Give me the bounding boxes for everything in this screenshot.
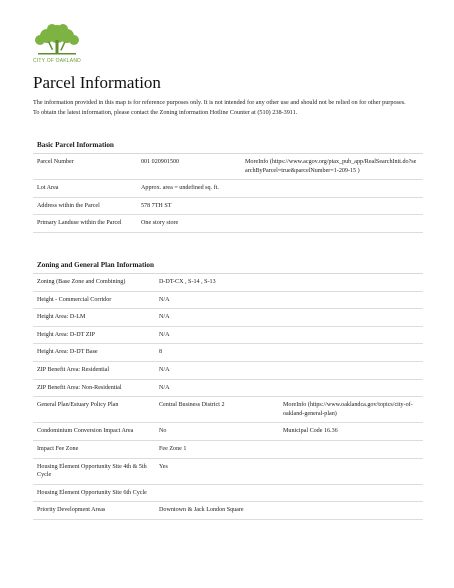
row-value: N/A (155, 361, 279, 379)
row-value: One story store (137, 215, 423, 233)
basic-parcel-section (33, 136, 423, 233)
row-value: 8 (155, 344, 279, 362)
row-extra (279, 458, 423, 484)
row-label: Lot Area (33, 180, 137, 198)
page-title: Parcel Information (33, 73, 161, 92)
table-row (33, 326, 423, 344)
table-row (33, 379, 423, 397)
table-row (33, 502, 423, 520)
zoning-section (33, 256, 423, 520)
row-extra (279, 309, 423, 327)
row-value: N/A (155, 291, 279, 309)
row-extra (279, 344, 423, 362)
row-value: Fee Zone 1 (155, 440, 279, 458)
row-value: Approx. area = undefined sq. ft. (137, 180, 423, 198)
row-label: Primary Landuse within the Parcel (33, 215, 137, 233)
row-extra (279, 484, 423, 502)
table-row (33, 154, 423, 180)
table-row (33, 274, 423, 291)
table-row (33, 440, 423, 458)
row-value: No (155, 423, 279, 441)
row-label: Height Area: D-DT ZIP (33, 326, 155, 344)
table-row (33, 397, 423, 423)
row-label: ZIP Benefit Area: Non-Residential (33, 379, 155, 397)
more-info-link[interactable]: MoreInfo (https://www.acgov.org/ptax_pub_app/RealSearchInit.do?searchByParcel=true&parcelNumber=1-209-15 ) (241, 154, 423, 180)
zoning-table (33, 274, 423, 520)
intro-disclaimer: The information provided in this map is for reference purposes only. It is not intended for any other use and should not be relied on for other purposes. (33, 99, 406, 106)
row-value (155, 484, 279, 502)
row-label: Impact Fee Zone (33, 440, 155, 458)
row-value: N/A (155, 379, 279, 397)
row-extra (279, 379, 423, 397)
city-of-oakland-logo (28, 22, 86, 66)
logo-text: CITY OF OAKLAND (33, 58, 81, 64)
row-value: 578 7TH ST (137, 197, 423, 215)
row-extra (279, 440, 423, 458)
row-value: N/A (155, 326, 279, 344)
row-extra (279, 502, 423, 520)
table-row (33, 361, 423, 379)
table-row (33, 423, 423, 441)
row-extra (279, 361, 423, 379)
row-label: Housing Element Opportunity Site 6th Cycle (33, 484, 155, 502)
row-value: N/A (155, 309, 279, 327)
row-value: Downtown & Jack London Square (155, 502, 279, 520)
row-label: Housing Element Opportunity Site 4th & 5th Cycle (33, 458, 155, 484)
row-label: Parcel Number (33, 154, 137, 180)
row-label: Height Area: D-DT Base (33, 344, 155, 362)
oak-tree-icon (28, 22, 86, 58)
row-extra (279, 274, 423, 291)
more-info-link[interactable]: MoreInfo (https://www.oaklandca.gov/topics/city-of-oakland-general-plan) (279, 397, 423, 423)
row-extra (279, 326, 423, 344)
table-row (33, 215, 423, 233)
row-value: Yes (155, 458, 279, 484)
table-row (33, 458, 423, 484)
table-row (33, 197, 423, 215)
row-label: Height Area: D-LM (33, 309, 155, 327)
row-value: Central Business District 2 (155, 397, 279, 423)
table-row (33, 291, 423, 309)
row-label: General Plan/Estuary Policy Plan (33, 397, 155, 423)
section-heading: Zoning and General Plan Information (33, 256, 423, 274)
table-row (33, 180, 423, 198)
table-row (33, 484, 423, 502)
row-label: Address within the Parcel (33, 197, 137, 215)
table-row (33, 344, 423, 362)
basic-parcel-table (33, 154, 423, 233)
intro-text (33, 98, 425, 118)
row-label: Condominium Conversion Impact Area (33, 423, 155, 441)
table-row (33, 309, 423, 327)
section-heading: Basic Parcel Information (33, 136, 423, 154)
row-extra (279, 291, 423, 309)
row-label: Height - Commercial Corridor (33, 291, 155, 309)
row-value: D-DT-CX , S-14 , S-13 (155, 274, 279, 291)
row-label: Priority Development Areas (33, 502, 155, 520)
row-label: ZIP Benefit Area: Residential (33, 361, 155, 379)
row-label: Zoning (Base Zone and Combining) (33, 274, 155, 291)
row-value: 001 020901500 (137, 154, 241, 180)
row-extra: Municipal Code 16.36 (279, 423, 423, 441)
intro-contact: To obtain the latest information, please contact the Zoning information Hotline Counter at (510) 238-3911. (33, 109, 298, 116)
